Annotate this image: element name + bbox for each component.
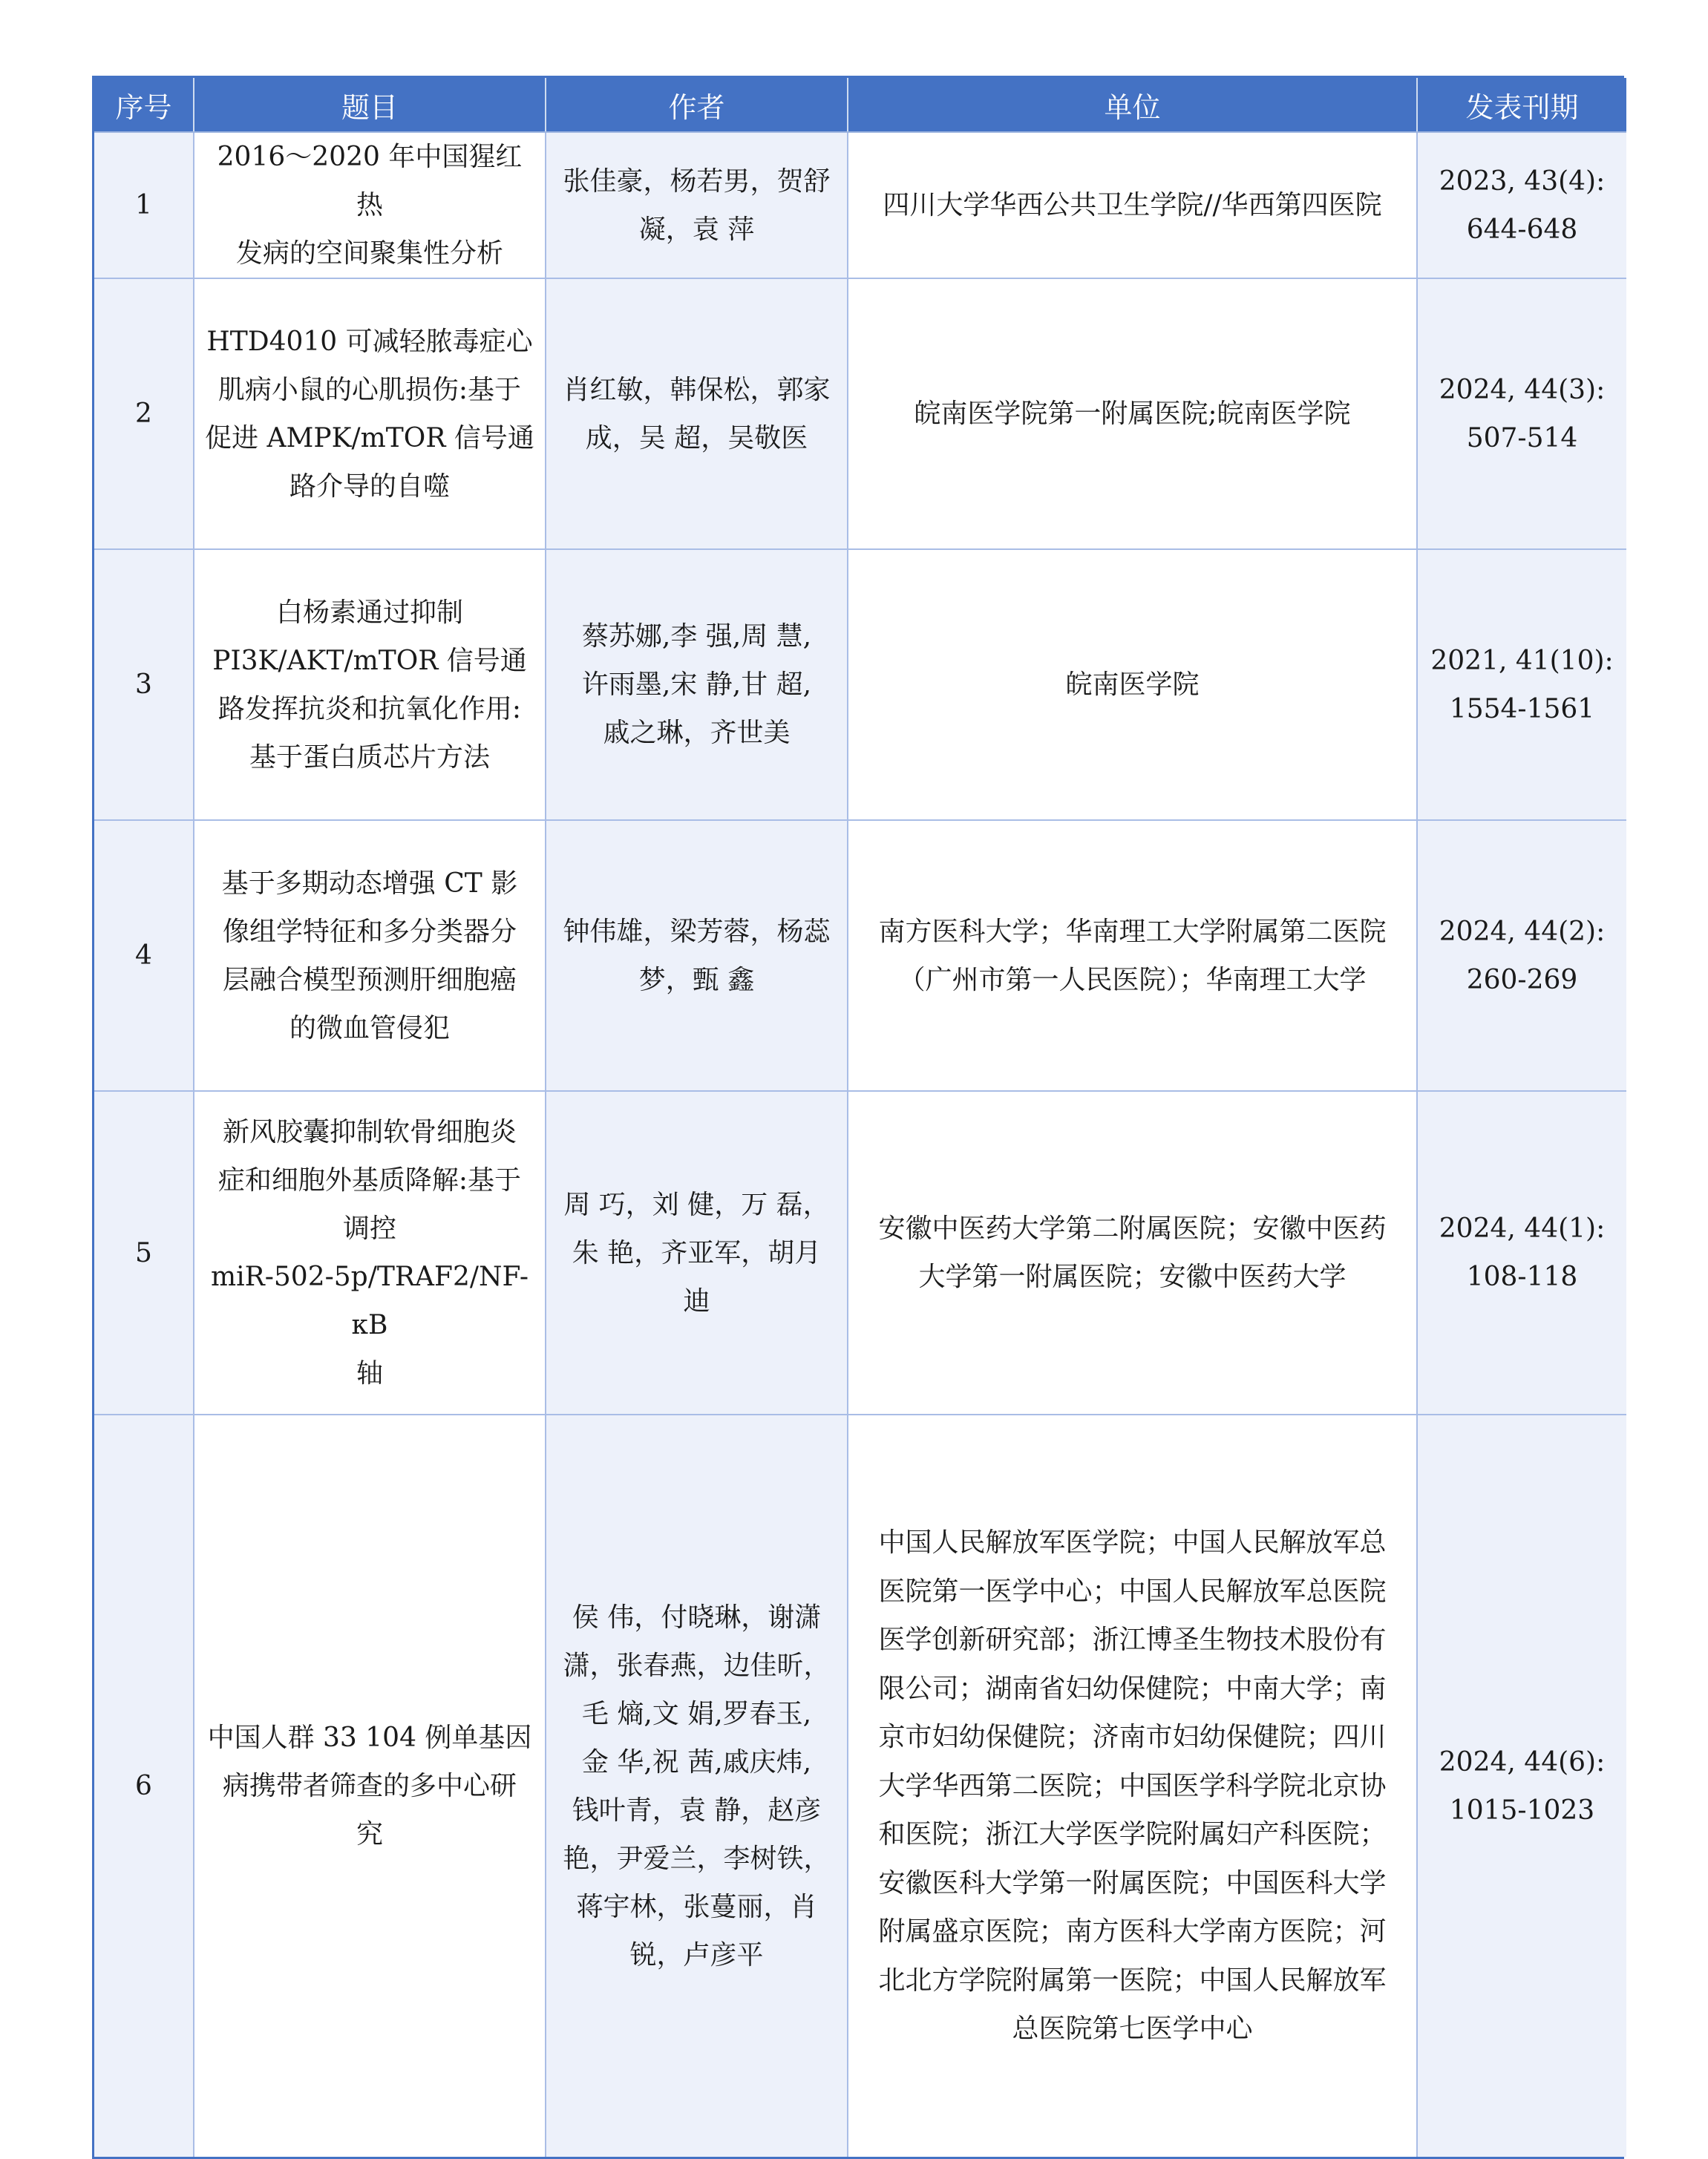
row-unit bbox=[848, 132, 1417, 278]
row-issue-line: 1015-1023 bbox=[1449, 1795, 1595, 1826]
row-unit-line: 限公司；湖南省妇幼保健院；中南大学；南 bbox=[878, 1673, 1387, 1704]
row-authors-line: 朱 艳，齐亚军，胡月 bbox=[572, 1237, 822, 1268]
row-no: 5 bbox=[94, 1091, 194, 1415]
row-issue-line: 2024, 44(6): bbox=[1439, 1746, 1606, 1778]
row-issue bbox=[1417, 549, 1626, 820]
row-authors-line: 迪 bbox=[683, 1285, 710, 1317]
row-title-line: 中国人群 33 104 例单基因 bbox=[207, 1723, 532, 1753]
row-issue-line: 1554-1561 bbox=[1449, 693, 1595, 724]
row-title-line: 路介导的自噬 bbox=[289, 471, 450, 502]
row-authors-line: 毛 熵,文 娟,罗春玉, bbox=[581, 1698, 812, 1729]
publication-table bbox=[94, 78, 1626, 2157]
row-no: 6 bbox=[94, 1415, 194, 2157]
row-title-line: 究 bbox=[356, 1819, 383, 1850]
header-authors: 作者 bbox=[546, 78, 848, 132]
row-no: 3 bbox=[94, 549, 194, 820]
row-unit-line: 大学第一附属医院；安徽中医药大学 bbox=[918, 1262, 1347, 1292]
table-row bbox=[94, 278, 1626, 549]
table-row bbox=[94, 132, 1626, 278]
row-issue-line: 507-514 bbox=[1466, 422, 1578, 453]
row-issue-line: 2021, 41(10): bbox=[1430, 645, 1614, 676]
row-title-line: 促进 AMPK/mTOR 信号通 bbox=[205, 422, 534, 453]
table-header-row bbox=[94, 78, 1626, 132]
row-authors-line: 戚之琳，齐世美 bbox=[603, 718, 791, 748]
row-issue bbox=[1417, 132, 1626, 278]
table-row bbox=[94, 820, 1626, 1091]
row-authors-line: 蒋宇林，张蔓丽，肖 bbox=[576, 1891, 817, 1922]
row-no: 1 bbox=[94, 132, 194, 278]
row-unit-line: 总医院第七医学中心 bbox=[1012, 2014, 1253, 2045]
row-authors bbox=[546, 278, 848, 549]
row-authors bbox=[546, 549, 848, 820]
row-title-line: 的微血管侵犯 bbox=[289, 1012, 450, 1044]
row-title bbox=[194, 278, 546, 549]
row-unit-line: 医学创新研究部；浙江博圣生物技术股份有 bbox=[878, 1625, 1387, 1656]
row-authors-line: 张佳豪，杨若男，贺舒 bbox=[563, 166, 831, 197]
row-unit-line: 皖南医学院 bbox=[1065, 669, 1200, 700]
row-unit-line: 大学华西第二医院；中国医学科学院北京协 bbox=[878, 1770, 1387, 1801]
row-authors-line: 金 华,祝 茜,戚庆炜, bbox=[581, 1746, 812, 1778]
row-no: 2 bbox=[94, 278, 194, 549]
row-issue-line: 2024, 44(3): bbox=[1439, 374, 1606, 405]
row-title-line: 路发挥抗炎和抗氧化作用: bbox=[217, 693, 522, 724]
row-authors-line: 周 巧，刘 健，万 磊， bbox=[563, 1189, 830, 1220]
row-issue-line: 108-118 bbox=[1466, 1262, 1578, 1292]
row-authors-line: 锐，卢彦平 bbox=[629, 1939, 764, 1970]
row-unit-line: （广州市第一人民医院）；华南理工大学 bbox=[898, 964, 1367, 995]
row-title bbox=[194, 1091, 546, 1415]
row-authors-line: 梦，甄 鑫 bbox=[638, 964, 755, 995]
row-issue-line: 260-269 bbox=[1466, 964, 1578, 995]
row-authors-line: 钟伟雄，梁芳蓉，杨蕊 bbox=[563, 916, 831, 947]
row-issue bbox=[1417, 820, 1626, 1091]
row-title-line: 肌病小鼠的心肌损伤:基于 bbox=[217, 374, 522, 405]
row-title bbox=[194, 1415, 546, 2157]
row-title-line: 新风胶囊抑制软骨细胞炎 bbox=[222, 1117, 517, 1147]
row-issue bbox=[1417, 278, 1626, 549]
row-issue-line: 2023, 43(4): bbox=[1439, 166, 1606, 197]
row-authors-line: 许雨墨,宋 静,甘 超, bbox=[581, 669, 812, 700]
row-title-line: miR-502-5p/TRAF2/NF-κB bbox=[210, 1262, 529, 1340]
row-title-line: 调控 bbox=[342, 1213, 396, 1244]
row-unit bbox=[848, 278, 1417, 549]
row-unit-line: 安徽医科大学第一附属医院；中国医科大学 bbox=[878, 1867, 1387, 1898]
row-unit bbox=[848, 1415, 1417, 2157]
row-authors-line: 钱叶青，袁 静，赵彦 bbox=[572, 1795, 822, 1826]
row-title-line: 病携带者筛查的多中心研 bbox=[222, 1771, 517, 1801]
row-issue-line: 2024, 44(1): bbox=[1439, 1213, 1606, 1244]
row-authors-line: 成，吴 超，吴敬医 bbox=[585, 422, 808, 453]
row-title-line: 像组学特征和多分类器分 bbox=[222, 916, 517, 947]
row-title-line: 白杨素通过抑制 bbox=[275, 597, 463, 628]
header-title: 题目 bbox=[194, 78, 546, 132]
row-authors-line: 艳，尹爱兰，李树铁， bbox=[563, 1843, 831, 1874]
row-title-line: PI3K/AKT/mTOR 信号通 bbox=[212, 645, 527, 676]
row-title-line: 发病的空间聚集性分析 bbox=[235, 238, 503, 269]
row-authors-line: 潇，张春燕，边佳昕， bbox=[563, 1650, 831, 1681]
row-title-line: HTD4010 可减轻脓毒症心 bbox=[206, 326, 533, 357]
row-authors bbox=[546, 132, 848, 278]
row-authors-line: 凝，袁 萍 bbox=[638, 214, 755, 245]
header-unit: 单位 bbox=[848, 78, 1417, 132]
row-issue bbox=[1417, 1415, 1626, 2157]
row-authors-line: 侯 伟，付晓琳，谢潇 bbox=[572, 1602, 822, 1633]
row-title-line: 基于多期动态增强 CT 影 bbox=[221, 868, 518, 899]
row-issue-line: 2024, 44(2): bbox=[1439, 916, 1606, 947]
row-unit bbox=[848, 549, 1417, 820]
row-unit-line: 和医院；浙江大学医学院附属妇产科医院； bbox=[878, 1819, 1387, 1850]
row-authors-line: 肖红敏，韩保松，郭家 bbox=[563, 374, 831, 405]
row-unit-line: 北北方学院附属第一医院；中国人民解放军 bbox=[878, 1965, 1387, 1996]
row-unit-line: 中国人民解放军医学院；中国人民解放军总 bbox=[878, 1527, 1387, 1559]
row-issue-line: 644-648 bbox=[1466, 214, 1578, 245]
publication-table-container bbox=[92, 76, 1624, 2159]
row-unit-line: 皖南医学院第一附属医院;皖南医学院 bbox=[914, 399, 1351, 429]
table-row bbox=[94, 1091, 1626, 1415]
row-unit bbox=[848, 820, 1417, 1091]
row-unit-line: 附属盛京医院；南方医科大学南方医院；河 bbox=[878, 1916, 1387, 1947]
row-title-line: 层融合模型预测肝细胞癌 bbox=[222, 964, 517, 995]
row-issue bbox=[1417, 1091, 1626, 1415]
table-row bbox=[94, 549, 1626, 820]
row-title-line: 2016～2020 年中国猩红热 bbox=[217, 142, 523, 220]
row-authors bbox=[546, 1091, 848, 1415]
row-unit bbox=[848, 1091, 1417, 1415]
row-title-line: 症和细胞外基质降解:基于 bbox=[217, 1165, 522, 1196]
row-unit-line: 四川大学华西公共卫生学院//华西第四医院 bbox=[883, 190, 1382, 220]
table-row bbox=[94, 1415, 1626, 2157]
row-no: 4 bbox=[94, 820, 194, 1091]
row-title bbox=[194, 549, 546, 820]
row-title-line: 基于蛋白质芯片方法 bbox=[249, 741, 490, 773]
row-title bbox=[194, 132, 546, 278]
row-unit-line: 医院第一医学中心；中国人民解放军总医院 bbox=[878, 1576, 1387, 1607]
header-no: 序号 bbox=[94, 78, 194, 132]
row-authors bbox=[546, 820, 848, 1091]
row-title bbox=[194, 820, 546, 1091]
header-issue: 发表刊期 bbox=[1417, 78, 1626, 132]
row-unit-line: 南方医科大学；华南理工大学附属第二医院 bbox=[878, 916, 1387, 947]
row-authors bbox=[546, 1415, 848, 2157]
row-title-line: 轴 bbox=[356, 1358, 383, 1389]
row-unit-line: 京市妇幼保健院；济南市妇幼保健院；四川 bbox=[878, 1722, 1387, 1753]
row-authors-line: 蔡苏娜,李 强,周 慧, bbox=[581, 621, 812, 652]
row-unit-line: 安徽中医药大学第二附属医院；安徽中医药 bbox=[878, 1213, 1387, 1244]
